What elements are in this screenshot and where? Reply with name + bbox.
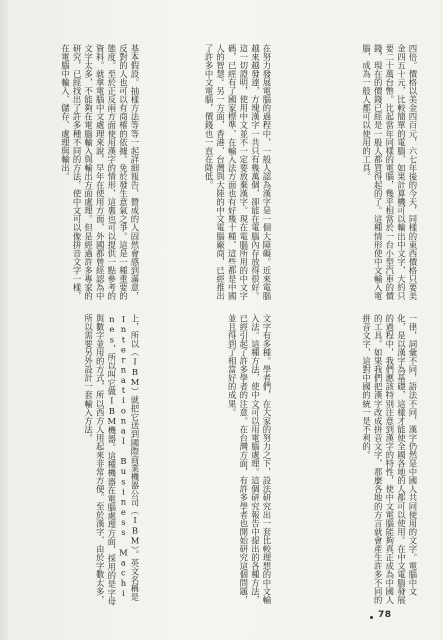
page-number: 78 (378, 610, 392, 620)
text-column-lower-middle: 文字有多種。學者們，在大家的努力之下，設法研究出一套比較理想的中文輸入法。這種方法，使中文可以用電腦處理。這個研究報告中提出的各種方法，已經引起了許多學者的注意。在台灣方面，有許多學者也開始研究這個問題，並且得到了相當好的成果。 (227, 314, 272, 605)
text-column-lower-right: 一律，詞彙不同，語法不同，漢字仍然是中國人共同使用的文字。電腦中文化，是以漢字為基礎，這樣才能使全國各地的人都可以使用。在中文電腦發展的過程中，我們應該特別注意到漢字的特性，使中文電腦能夠真正成為中國人的工具。如果我們把漢字改成拼音文字，那麼各地的方言就會產生許多不同的拼音文字，這對中國的統一是不利的。 (361, 314, 418, 605)
text-column-upper-middle: 在努力發展電腦的過程中，一般人認為漢字是一個大障礙。近來電腦越來越發達，方塊漢字一共只有幾萬個，卻能在電腦內存放得很好。這一切證明，使用中文並不一定要放棄漢字。現在電腦所用的中文字碼，已經有了國家標準，在輸入法方面也有好幾十種，這些都是中國人的智慧。另一方面，香港、台灣與大陸的中文電腦廠商，已經推出了許多中文電腦，價錢也一直在降低。 (204, 44, 272, 301)
text-column-upper-left: 基本假設。抽樣方法等等一起詳細報告，贊成的人固然會感到滿意，反對的人也可以有商榷的依據。免於發生意氣之爭。這是一種重要的態度。至於正反兩方面使用漢字的情形，這裏也可以提供一點參考的資料。就拿電腦中文處理來說，早年在使用方面，外國都曾經認為中文字太多，不能夠在電腦輸入與輸出方面處理。但是經過許多專家的研究，已經找出了許多種不同的方法，使中文可以像拼音文字一樣，在電腦中輸入、儲存、處理與輸出。 (60, 44, 140, 301)
text-column-lower-left: 上，所以（IBM）就把它送到國際商業機器公司（IBM）。英文名稱是International Business Machines，所以叫它做IBM機器。這種機器在電腦處理方面，採用的是字母與數字並用的方式，所以西方人用起來非常方便。至於漢字，由於字數太多，所以需要另外設計一套輸入方法。 (83, 314, 140, 606)
page-number-dot (370, 616, 373, 619)
text-column-upper-right: 四倍。價格以美金四百元，六七年後的今天，同樣的東西價格只要美金四五十元，比較簡單的電腦，如果計算機可以輸出中文字，大約只要二十萬台幣。比起當年同樣的電腦，幾乎相當於一台小型汽車的價錢，現在的價錢已經是一般人都買得起的了。這種情形使中文輸入電腦，成為一般人都可以使用的工具。 (361, 44, 418, 301)
page-edge-shadow (0, 0, 10, 640)
